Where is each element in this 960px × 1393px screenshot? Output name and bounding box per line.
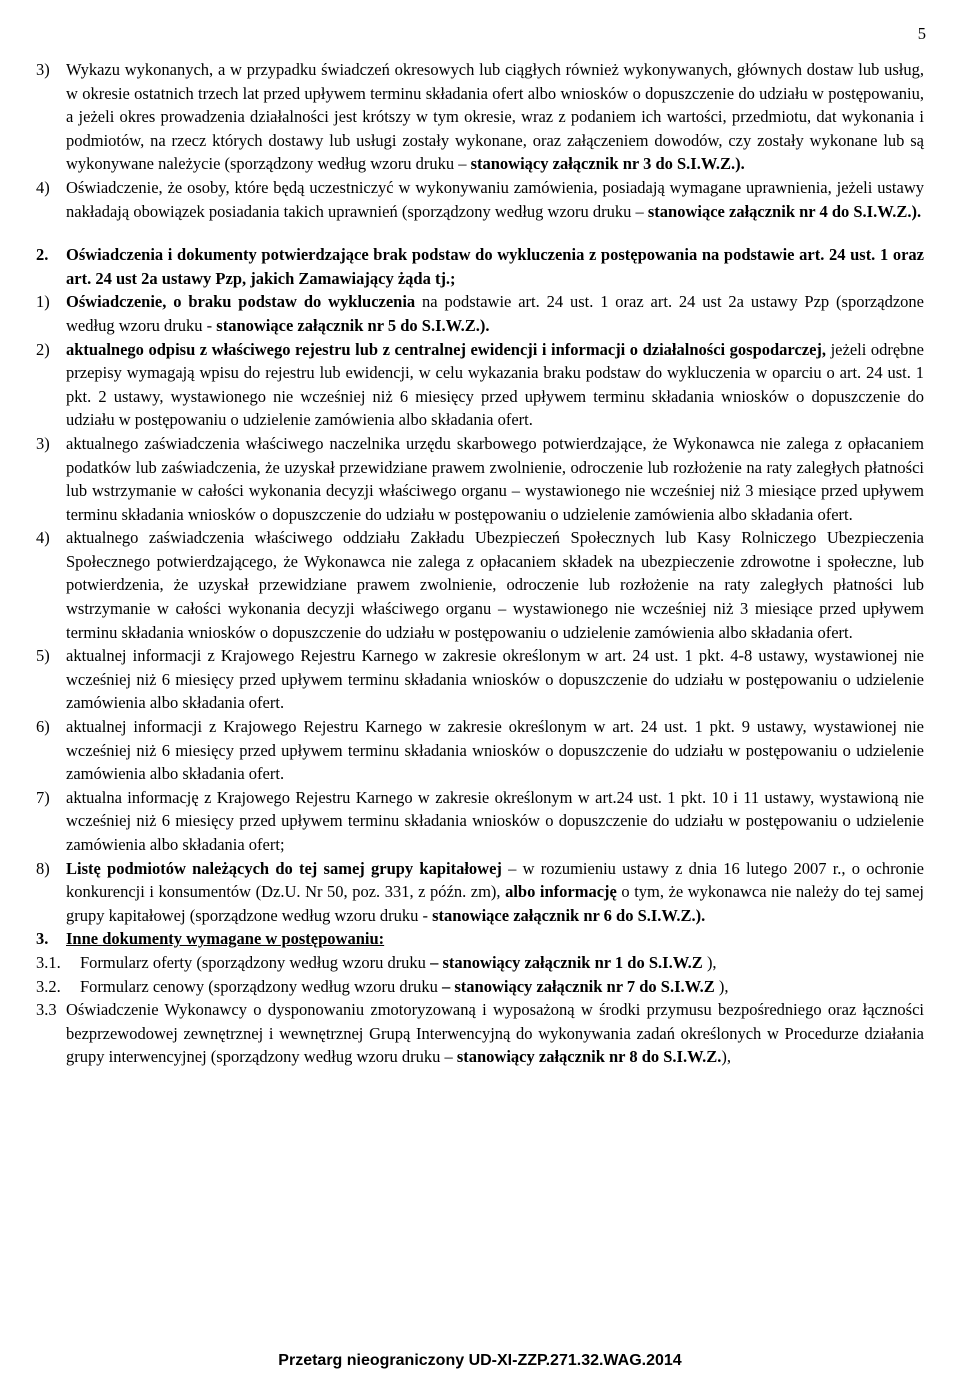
body-text: aktualnego zaświadczenia właściwego naczelnika urzędu skarbowego potwierdzające, że Wykonawca nie zalega z opłacaniem podatków lub zaświadczenia, że uzyskał przewidziane prawem zwolnienie, odroczenie lub rozłożenie na raty zaległych płatności lub wstrzymanie w całości wykonania decyzji właściwego organu – wystawionego nie wcześniej niż 3 miesiące przed upływem terminu składania wniosków o dopuszczenie do udziału w postępowaniu o udzielenie zamówienia albo składania ofert. [66,433,924,524]
body-text: ), [721,1047,731,1067]
item-text [66,644,924,715]
item-number: 3) [36,433,50,453]
document-body [36,58,924,1069]
list-item [36,176,924,223]
item-text [66,290,924,337]
list-item [36,338,924,432]
item-text [66,243,924,290]
item-number: 3.2. [36,976,61,996]
list-item [36,998,924,1069]
body-text: – w rozumieniu ustawy z dnia 16 lutego 2007 r., o ochronie konkurencji i konsumentów (Dz.U. Nr 50, poz. 331, z późn. zm), [66,858,924,902]
item-number: 8) [36,858,50,878]
item-number: 3. [36,929,49,949]
item-text [66,338,924,432]
item-number: 5) [36,646,50,666]
item-number: 6) [36,717,50,737]
body-text: Formularz oferty (sporządzony według wzoru druku [80,952,431,972]
emphasis-text: – stanowiący załącznik nr 1 do S.I.W.Z [430,952,703,972]
emphasis-text: aktualnego odpisu z właściwego rejestru lub z centralnej ewidencji i informacji o działalności gospodarczej, [66,339,827,359]
list-item [36,432,924,526]
section-gap [36,223,924,243]
body-text: Formularz cenowy (sporządzony według wzoru druku [80,976,442,996]
list-item [36,526,924,644]
item-number: 4) [36,177,50,197]
list-item [36,951,924,975]
list-item [36,290,924,337]
item-text [66,58,924,176]
list-item [36,644,924,715]
list-item [36,857,924,928]
emphasis-text: – stanowiący załącznik nr 7 do S.I.W.Z [441,976,715,996]
body-text: o tym, że wykonawca nie należy do tej samej grupy kapitałowej (sporządzone według wzoru druku - [66,882,925,925]
body-text: aktualnej informacji z Krajowego Rejestru Karnego w zakresie określonym w art. 24 ust. 1 pkt. 9 ustawy, wystawionej nie wcześniej niż 6 miesięcy przed upływem terminu składania wniosków o dopuszczenie do udziału w postępowaniu o udzielenie zamówienia albo składania ofert. [66,717,924,784]
item-text [66,432,924,526]
emphasis-text: Inne dokumenty wymagane w postępowaniu: [66,929,385,949]
item-text [80,951,924,975]
emphasis-text: Oświadczenie, o braku podstaw do wykluczenia [66,292,416,312]
emphasis-text: stanowiące załącznik nr 6 do S.I.W.Z.). [432,905,706,925]
list-item [36,243,924,290]
body-text: ), [702,952,717,972]
item-text [80,975,924,999]
body-text: aktualnej informacji z Krajowego Rejestru Karnego w zakresie określonym w art. 24 ust. 1 pkt. 4-8 ustawy, wystawionej nie wcześniej niż 6 miesięcy przed upływem terminu składania wniosków o dopuszczenie do udziału w postępowaniu o udzielenie zamówienia albo składania ofert. [66,646,924,713]
body-text: aktualnego zaświadczenia właściwego oddziału Zakładu Ubezpieczeń Społecznych lub Kasy Rolniczego Ubezpieczenia Społecznego potwierdzającego, że Wykonawca nie zalega z opłacaniem składek na ubezpieczenie zdrowotne i społeczne, lub potwierdzenia, że uzyskał przewidziane prawem zwolnienie, odroczenie lub rozłożenie na raty zaległych płatności lub wstrzymanie w całości wykonania decyzji właściwego organu – wystawionego nie wcześniej niż 3 miesiące przed upływem terminu składania wniosków o dopuszczenie do udziału w postępowaniu o udzielenie zamówienia albo składania ofert. [66,528,924,642]
item-number: 2. [36,245,49,265]
body-text: Wykazu wykonanych, a w przypadku świadczeń okresowych lub ciągłych również wykonywanych, głównych dostaw lub usług, w okresie ostatnich trzech lat przed upływem terminu składania ofert albo wniosków o dopuszczenie do udziału w postępowaniu, a jeżeli okres prowadzenia działalności jest krótszy w tym okresie, wraz z podaniem ich wartości, przedmiotu, dat wykonania i podmiotów, na rzecz których dostawy lub usługi zostały wykonane, oraz załączeniem dowodów, czy zostały wykonane lub są wykonywane należycie (sporządzony według wzoru druku – [66,60,924,174]
emphasis-text: stanowiący załącznik nr 8 do S.I.W.Z. [456,1047,722,1067]
emphasis-text: Listę podmiotów należących do tej samej grupy kapitałowej [66,858,502,878]
body-text: na podstawie art. 24 ust. 1 oraz art. 24 ust 2a ustawy Pzp (sporządzone według wzoru druku - [66,292,924,335]
list-item [36,975,924,999]
item-number: 1) [36,292,50,312]
item-number: 3.1. [36,952,61,972]
item-text [66,998,924,1069]
item-text [66,526,924,644]
body-text: ), [714,976,729,996]
list-item [36,927,924,951]
body-text: Oświadczenie Wykonawcy o dysponowaniu zmotoryzowaną i wyposażoną w środki przymusu bezpośredniego oraz łączności bezprzewodowej zewnętrznej i wewnętrznej Grupą Interwencyjną do wykonywania zadań określonych w Procedurze działania grupy interwencyjnej (sporządzony według wzoru druku – [66,1000,924,1067]
emphasis-text: stanowiący załącznik nr 3 do S.I.W.Z.). [470,154,745,174]
item-number: 3.3 [36,1000,57,1020]
footer-reference: Przetarg nieograniczony UD-XI-ZZP.271.32.WAG.2014 [278,1352,682,1369]
item-text [66,176,924,223]
item-number: 7) [36,787,50,807]
body-text: Oświadczenie, że osoby, które będą uczestniczyć w wykonywaniu zamówienia, posiadają wymagane uprawnienia, jeżeli ustawy nakładają obowiązek posiadania takich uprawnień (sporządzony według wzoru druku – [66,177,924,221]
item-text [66,857,924,928]
item-number: 2) [36,339,50,359]
body-text: aktualna informację z Krajowego Rejestru Karnego w zakresie określonym w art.24 ust. 1 pkt. 10 i 11 ustawy, wystawioną nie wcześniej niż 6 miesięcy przed upływem terminu składania wniosków o dopuszczenie do udziału w postępowaniu o udzielenie zamówienia albo składania ofert; [66,787,924,854]
emphasis-text: stanowiące załącznik nr 4 do S.I.W.Z.). [647,201,922,221]
emphasis-text: Oświadczenia i dokumenty potwierdzające brak podstaw do wykluczenia z postępowania na podstawie art. 24 ust. 1 oraz art. 24 ust 2a ustawy Pzp, jakich Zamawiający żąda tj.; [66,245,924,288]
item-number: 4) [36,528,50,548]
item-number: 3) [36,60,50,79]
emphasis-text: stanowiące załącznik nr 5 do S.I.W.Z.). [216,315,490,335]
item-text [66,786,924,857]
emphasis-text: albo informację [505,882,617,902]
list-item [36,786,924,857]
item-text [66,927,924,951]
item-text [66,715,924,786]
page-number: 5 [917,24,926,43]
body-text: jeżeli odrębne przepisy wymagają wpisu do rejestru lub ewidencji, w celu wykazania braku podstaw do wykluczenia w oparciu o art. 24 ust. 1 pkt. 2 ustawy, wystawionego nie wcześniej niż 6 miesięcy przed upływem terminu składania wniosków o dopuszczenie do udziału w postępowaniu o udzielenie zamówienia albo składania ofert. [66,339,924,430]
list-item [36,58,924,176]
list-item [36,715,924,786]
